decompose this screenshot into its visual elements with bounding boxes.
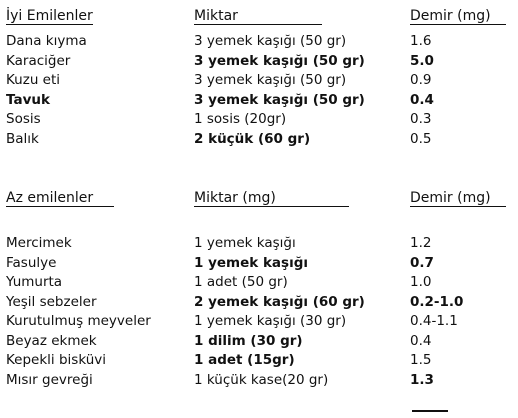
food-quantity: 1 sosis (20gr): [194, 111, 287, 127]
food-name: Karaciğer: [6, 52, 71, 69]
poorly-absorbed-rows: [0, 234, 518, 390]
food-quantity: 1 küçük kase(20 gr): [194, 371, 329, 388]
food-name: Kurutulmuş meyveler: [6, 313, 151, 329]
food-name: Kepekli bisküvi: [6, 352, 107, 368]
table-row: [0, 312, 518, 332]
table-row: [0, 71, 518, 91]
well-absorbed-section: [0, 8, 518, 149]
table-row: [0, 332, 518, 352]
well-absorbed-rows: [0, 32, 518, 149]
poorly-absorbed-section: [0, 190, 518, 390]
food-name: Beyaz ekmek: [6, 332, 97, 349]
bottom-rule: [412, 410, 448, 412]
food-name: Kuzu eti: [6, 72, 61, 88]
table-row: [0, 130, 518, 150]
food-quantity: 2 yemek kaşığı (60 gr): [194, 293, 365, 310]
iron-column-header: Demir (mg): [410, 8, 506, 25]
food-quantity: 3 yemek kaşığı (50 gr): [194, 52, 365, 69]
quantity-column-header: Miktar (mg): [194, 190, 349, 207]
table-row: [0, 254, 518, 274]
table-row: [0, 351, 518, 371]
food-column-header: Az emilenler: [6, 190, 114, 207]
iron-amount: 0.5: [410, 130, 432, 147]
iron-amount: 0.9: [410, 72, 432, 88]
food-quantity: 1 yemek kaşığı (30 gr): [194, 313, 347, 329]
table-row: [0, 371, 518, 391]
iron-amount: 1.3: [410, 371, 434, 388]
table-row: [0, 234, 518, 254]
food-name: Fasulye: [6, 254, 57, 271]
table-row: [0, 110, 518, 130]
iron-amount: 1.0: [410, 274, 432, 290]
food-quantity: 1 adet (50 gr): [194, 274, 288, 290]
food-quantity: 3 yemek kaşığı (50 gr): [194, 33, 347, 49]
iron-amount: 1.6: [410, 33, 432, 49]
iron-amount: 0.7: [410, 254, 434, 271]
iron-amount: 1.2: [410, 235, 432, 251]
iron-amount: 0.4-1.1: [410, 313, 458, 329]
table-row: [0, 273, 518, 293]
food-quantity: 3 yemek kaşığı (50 gr): [194, 72, 347, 88]
iron-amount: 1.5: [410, 352, 432, 368]
food-name: Yumurta: [6, 274, 63, 290]
food-quantity: 1 yemek kaşığı: [194, 254, 308, 271]
food-name: Balık: [6, 130, 39, 147]
table-row: [0, 91, 518, 111]
food-quantity: 3 yemek kaşığı (50 gr): [194, 91, 365, 108]
table-row: [0, 32, 518, 52]
food-name: Dana kıyma: [6, 33, 87, 49]
food-name: Tavuk: [6, 91, 50, 108]
food-quantity: 1 yemek kaşığı: [194, 235, 296, 251]
table-row: [0, 52, 518, 72]
food-name: Mısır gevreği: [6, 371, 93, 388]
iron-amount: 0.4: [410, 91, 434, 108]
iron-amount: 0.3: [410, 111, 432, 127]
food-quantity: 2 küçük (60 gr): [194, 130, 311, 147]
iron-column-header: Demir (mg): [410, 190, 506, 207]
food-name: Yeşil sebzeler: [6, 293, 97, 310]
food-column-header: İyi Emilenler: [6, 8, 93, 24]
iron-amount: 0.4: [410, 332, 432, 349]
iron-amount: 0.2-1.0: [410, 293, 464, 310]
well-absorbed-header-row: [0, 8, 518, 28]
food-name: Sosis: [6, 111, 41, 127]
iron-amount: 5.0: [410, 52, 434, 69]
quantity-column-header: Miktar: [194, 8, 322, 25]
food-name: Mercimek: [6, 235, 72, 251]
food-quantity: 1 dilim (30 gr): [194, 332, 303, 349]
table-row: [0, 293, 518, 313]
food-quantity: 1 adet (15gr): [194, 352, 295, 368]
poorly-absorbed-header-row: [0, 190, 518, 210]
